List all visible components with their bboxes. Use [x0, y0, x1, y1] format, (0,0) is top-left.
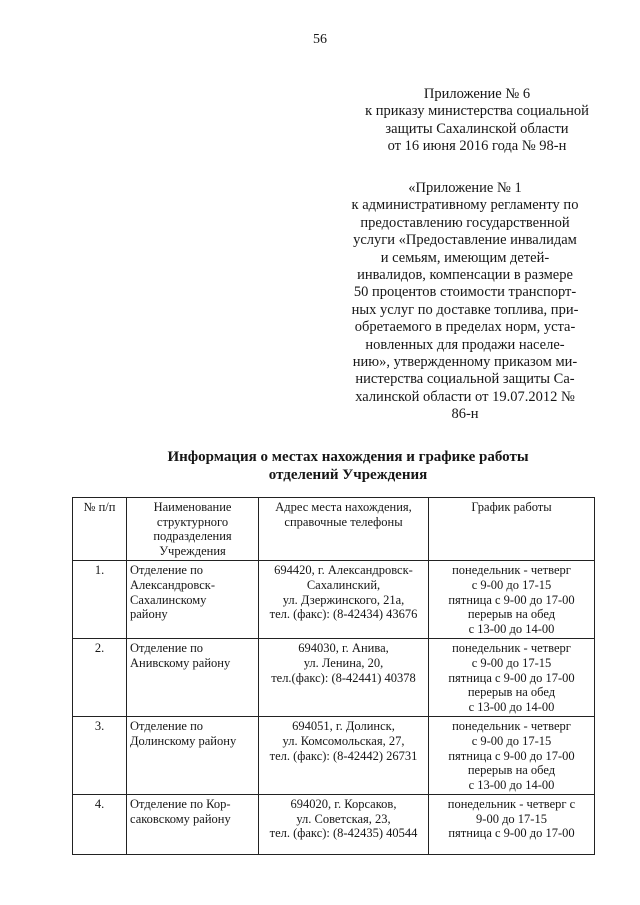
appendix-6-line: к приказу министерства социальной: [365, 103, 589, 120]
appendix-1-line: к административному регламенту по: [351, 197, 579, 214]
cell-text: Сахалинский,: [306, 577, 381, 592]
cell-text: Отделение по: [130, 719, 204, 734]
unit-address: [259, 561, 429, 639]
appendix-1-heading: [330, 180, 600, 424]
cell-text: с 9-00 до 17-15: [471, 577, 552, 592]
table-row: [73, 639, 595, 717]
header-text: № п/п: [83, 500, 116, 514]
appendix-1-line: предоставлению государственной: [360, 214, 570, 231]
cell-text: пятница с 9-00 до 17-00: [448, 670, 575, 685]
unit-name: [127, 639, 259, 717]
cell-text: перерыв на обед: [467, 763, 556, 778]
cell-text: 694051, г. Долинск,: [292, 719, 395, 734]
unit-address: [259, 717, 429, 795]
cell-text: пятница с 9-00 до 17-00: [448, 826, 575, 841]
page-number: 56: [313, 32, 327, 47]
unit-schedule: [429, 639, 595, 717]
cell-text: Александровск-: [130, 577, 215, 592]
cell-text: району: [130, 607, 168, 622]
table-row: [73, 717, 595, 795]
appendix-1-line: обретаемого в пределах норм, уста-: [354, 319, 576, 336]
header-unit-name: [127, 498, 259, 561]
unit-schedule: [429, 717, 595, 795]
unit-name: [127, 561, 259, 639]
header-text: График работы: [471, 500, 552, 514]
cell-text: 694420, г. Александровск-: [274, 563, 413, 578]
unit-schedule: [429, 561, 595, 639]
cell-text: тел. (факс): (8-42434) 43676: [269, 607, 418, 622]
header-text: Адрес места нахождения,: [275, 500, 412, 514]
cell-text: тел.(факс): (8-42441) 40378: [271, 670, 416, 685]
cell-text: ул. Ленина, 20,: [303, 655, 384, 670]
cell-text: перерыв на обед: [467, 685, 556, 700]
appendix-1-line: 50 процентов стоимости транспорт-: [353, 284, 577, 301]
cell-text: тел. (факс): (8-42435) 40544: [269, 826, 418, 841]
cell-text: с 13-00 до 14-00: [468, 699, 555, 714]
cell-text: саковскому району: [130, 811, 231, 826]
header-number: [73, 498, 127, 561]
row-number: 2.: [73, 639, 127, 717]
appendix-1-line: инвалидов, компенсации в размере: [357, 267, 573, 284]
cell-text: понедельник - четверг: [452, 563, 571, 578]
appendix-1-line: халинской области от 19.07.2012 №: [355, 388, 575, 405]
cell-text: Отделение по: [130, 641, 204, 656]
cell-text: 694030, г. Анива,: [298, 641, 389, 656]
header-text: Наименование: [153, 500, 232, 514]
appendix-1-line: 86-н: [451, 406, 479, 423]
header-text: Учреждения: [159, 543, 226, 558]
cell-text: ул. Комсомольская, 27,: [282, 733, 405, 748]
cell-text: пятница с 9-00 до 17-00: [448, 592, 575, 607]
appendix-1-line: «Приложение № 1: [408, 180, 522, 196]
unit-name: [127, 717, 259, 795]
header-text: структурного: [156, 514, 229, 529]
appendix-6-line: Приложение № 6: [423, 86, 531, 102]
unit-name: [127, 795, 259, 855]
cell-text: Долинскому району: [130, 733, 237, 748]
cell-text: Анивскому району: [130, 655, 231, 670]
cell-text: ул. Дзержинского, 21а,: [282, 592, 405, 607]
cell-text: понедельник - четверг: [452, 641, 571, 656]
header-address: [259, 498, 429, 561]
cell-text: с 13-00 до 14-00: [468, 621, 555, 636]
appendix-6-line: от 16 июня 2016 года № 98-н: [387, 138, 567, 155]
document-title-line: Информация о местах нахождения и графике работы: [167, 449, 529, 465]
appendix-6-heading: [352, 86, 602, 156]
unit-address: [259, 639, 429, 717]
document-title: [148, 448, 548, 484]
row-number: 1.: [73, 561, 127, 639]
cell-text: Сахалинскому: [130, 592, 207, 607]
appendix-1-line: нистерства социальной защиты Са-: [355, 371, 575, 388]
appendix-1-line: ных услуг по доставке топлива, при-: [351, 301, 579, 318]
cell-text: тел. (факс): (8-42442) 26731: [269, 748, 418, 763]
header-text: подразделения: [153, 529, 232, 544]
cell-text: с 9-00 до 17-15: [471, 733, 552, 748]
cell-text: ул. Советская, 23,: [296, 811, 391, 826]
cell-text: Отделение по: [130, 563, 204, 578]
appendix-1-line: услуги «Предоставление инвалидам: [353, 232, 577, 249]
unit-address: [259, 795, 429, 855]
header-schedule: [429, 498, 595, 561]
appendix-6-line: защиты Сахалинской области: [385, 120, 569, 137]
cell-text: 694020, г. Корсаков,: [290, 797, 397, 812]
row-number: 4.: [73, 795, 127, 855]
cell-text: перерыв на обед: [467, 607, 556, 622]
table-row: [73, 561, 595, 639]
cell-text: с 13-00 до 14-00: [468, 777, 555, 792]
cell-text: понедельник - четверг с: [447, 797, 576, 812]
header-text: справочные телефоны: [284, 514, 403, 529]
cell-text: понедельник - четверг: [452, 719, 571, 734]
row-number: 3.: [73, 717, 127, 795]
table-header-row: [73, 498, 595, 561]
cell-text: пятница с 9-00 до 17-00: [448, 748, 575, 763]
unit-schedule: [429, 795, 595, 855]
appendix-1-line: новленных для продажи населе-: [365, 336, 565, 353]
appendix-1-line: нию», утвержденному приказом ми-: [352, 354, 578, 371]
table-row: [73, 795, 595, 855]
cell-text: с 9-00 до 17-15: [471, 655, 552, 670]
appendix-1-line: и семьям, имеющим детей-: [380, 249, 550, 266]
offices-table: [72, 497, 595, 855]
cell-text: 9-00 до 17-15: [476, 811, 547, 826]
cell-text: Отделение по Кор-: [130, 797, 231, 812]
document-title-line: отделений Учреждения: [268, 467, 428, 483]
